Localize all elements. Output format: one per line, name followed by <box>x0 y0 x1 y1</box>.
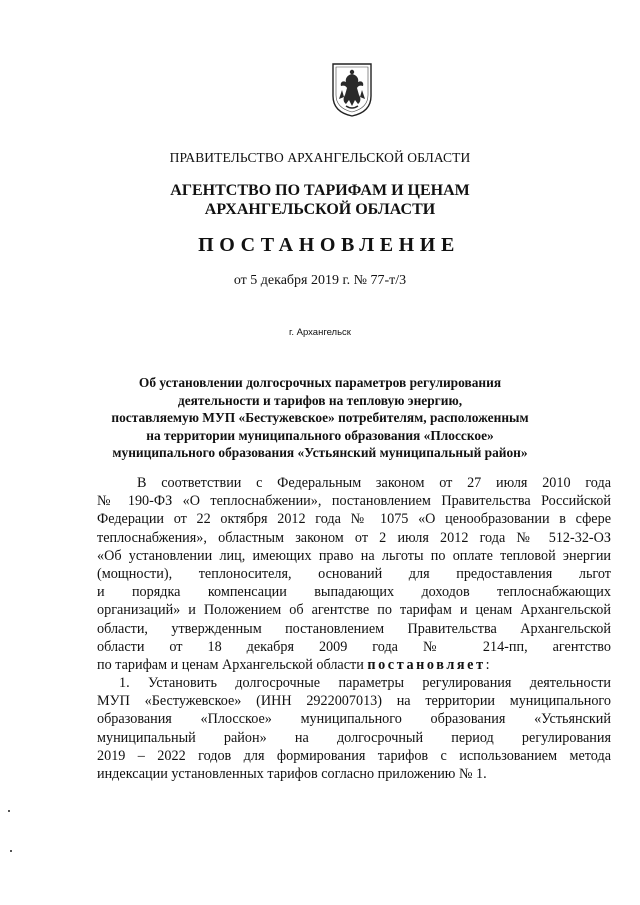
body-line: организаций» и Положением об агентстве по тарифам и ценам Архангельской <box>97 602 611 619</box>
agency-name <box>0 181 640 219</box>
body-line: МУП «Бестужевское» (ИНН 2922007013) на территории муниципального <box>97 693 611 710</box>
city: г. Архангельск <box>289 327 351 338</box>
body-line: муниципальный район» на долгосрочный период регулирования <box>97 729 611 746</box>
agency-name-line1: АГЕНТСТВО ПО ТАРИФАМ И ЦЕНАМ <box>170 182 470 199</box>
body-line: области, утвержденным постановлением Правительства Архангельской <box>97 620 611 637</box>
government-name: ПРАВИТЕЛЬСТВО АРХАНГЕЛЬСКОЙ ОБЛАСТИ <box>169 150 471 165</box>
date-number: от 5 декабря 2019 г. № 77-т/3 <box>233 273 407 288</box>
body-line: Федерации от 22 октября 2012 года № 1075 «О ценообразовании в сфере <box>97 511 611 528</box>
document-body <box>97 474 611 783</box>
document-subject <box>0 374 640 462</box>
body-line: «Об установлении лиц, имеющих право на льготы по оплате тепловой энергии <box>97 547 611 564</box>
body-text-segment: : <box>485 656 490 673</box>
body-line: (мощности), теплоносителя, оснований для предоставления льгот <box>97 565 611 582</box>
body-line: области от 18 декабря 2009 года № 214-пп, агентство <box>97 638 611 655</box>
body-line: индексации установленных тарифов согласно приложению № 1. <box>97 766 487 782</box>
body-text-segment: по тарифам и ценам Архангельской области <box>97 656 368 673</box>
body-line: В соответствии с Федеральным законом от 27 июля 2010 года <box>137 475 611 491</box>
body-line-resolution <box>97 656 611 674</box>
body-line: теплоснабжения», областным законом от 2 июля 2012 года № 512-32-ОЗ <box>97 529 611 546</box>
subject-line: Об установлении долгосрочных параметров регулирования <box>138 375 502 390</box>
agency-name-line2: АРХАНГЕЛЬСКОЙ ОБЛАСТИ <box>204 201 436 218</box>
subject-line: муниципального образования «Устьянский муниципальный район» <box>112 445 528 461</box>
body-line: № 190-ФЗ «О теплоснабжении», постановлением Правительства Российской <box>97 493 611 510</box>
subject-line: деятельности и тарифов на тепловую энергию, <box>177 392 463 408</box>
keyword-postanovlyaet: постановляет <box>367 656 486 673</box>
body-line: 1. Установить долгосрочные параметры регулирования деятельности <box>119 675 611 692</box>
subject-line: на территории муниципального образования «Плосское» <box>146 427 494 443</box>
coat-of-arms-icon <box>331 62 373 118</box>
subject-line: поставляемую МУП «Бестужевское» потребителям, расположенным <box>111 410 529 426</box>
document-type: ПОСТАНОВЛЕНИЕ <box>198 234 460 256</box>
body-line: 2019 – 2022 годов для формирования тарифов с использованием метода <box>97 747 611 764</box>
scan-speck <box>10 850 12 852</box>
body-line: и порядка компенсации выпадающих доходов теплоснабжающих <box>97 584 611 601</box>
body-line: образования «Плосское» муниципального образования «Устьянский <box>97 711 611 728</box>
scan-speck <box>8 810 10 812</box>
